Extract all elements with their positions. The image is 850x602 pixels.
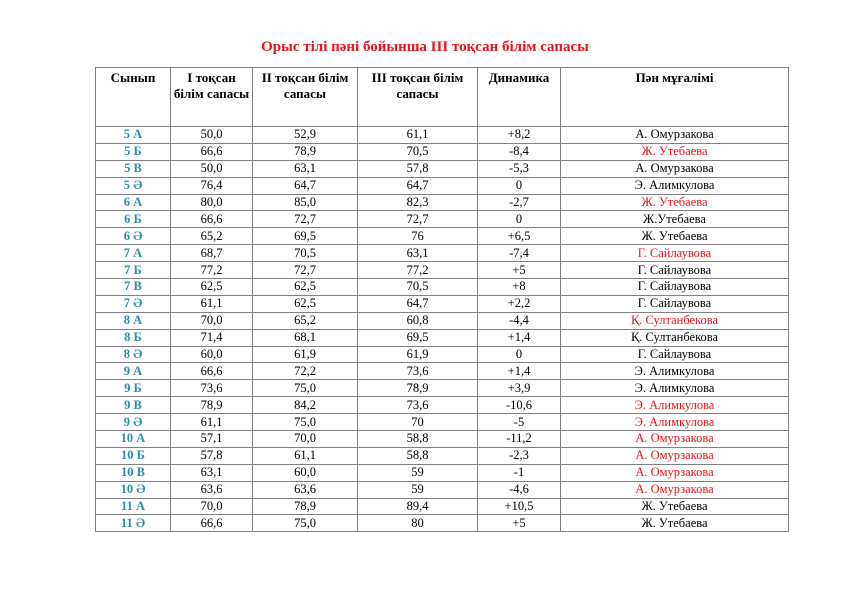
cell-teacher: Г. Сайлаувова [561, 245, 789, 262]
cell-class: 6 А [96, 194, 171, 211]
cell-q2: 75,0 [253, 414, 358, 431]
cell-q3: 63,1 [358, 245, 478, 262]
cell-q3: 60,8 [358, 312, 478, 329]
cell-q2: 60,0 [253, 464, 358, 481]
cell-q2: 62,5 [253, 279, 358, 296]
cell-class: 9 А [96, 363, 171, 380]
cell-q2: 84,2 [253, 397, 358, 414]
quality-table [95, 67, 789, 532]
table-row [96, 329, 789, 346]
cell-dynamics: +6,5 [478, 228, 561, 245]
table-row [96, 245, 789, 262]
cell-q2: 72,7 [253, 262, 358, 279]
cell-dynamics: -5,3 [478, 160, 561, 177]
cell-q2: 85,0 [253, 194, 358, 211]
cell-q3: 77,2 [358, 262, 478, 279]
cell-q3: 73,6 [358, 363, 478, 380]
cell-q3: 64,7 [358, 295, 478, 312]
cell-q1: 50,0 [171, 127, 253, 144]
header-teacher: Пән мұғалімі [561, 68, 789, 127]
cell-teacher: Э. Алимкулова [561, 380, 789, 397]
cell-q3: 70,5 [358, 143, 478, 160]
cell-q2: 75,0 [253, 515, 358, 532]
cell-class: 5 Б [96, 143, 171, 160]
cell-q2: 52,9 [253, 127, 358, 144]
cell-dynamics: 0 [478, 346, 561, 363]
cell-teacher: А. Омурзакова [561, 160, 789, 177]
cell-teacher: Қ. Султанбекова [561, 312, 789, 329]
cell-q2: 78,9 [253, 498, 358, 515]
cell-q1: 66,6 [171, 363, 253, 380]
cell-q2: 62,5 [253, 295, 358, 312]
table-row [96, 177, 789, 194]
cell-q3: 59 [358, 464, 478, 481]
cell-class: 7 Ә [96, 295, 171, 312]
table-row [96, 143, 789, 160]
cell-q2: 72,7 [253, 211, 358, 228]
cell-class: 7 А [96, 245, 171, 262]
table-row [96, 481, 789, 498]
cell-class: 6 Ә [96, 228, 171, 245]
cell-teacher: Г. Сайлаувова [561, 346, 789, 363]
table-row [96, 127, 789, 144]
cell-q1: 71,4 [171, 329, 253, 346]
table-row [96, 515, 789, 532]
cell-class: 11 А [96, 498, 171, 515]
cell-q3: 61,1 [358, 127, 478, 144]
cell-q3: 78,9 [358, 380, 478, 397]
cell-dynamics: -10,6 [478, 397, 561, 414]
cell-q2: 65,2 [253, 312, 358, 329]
cell-q1: 80,0 [171, 194, 253, 211]
cell-teacher: А. Омурзакова [561, 481, 789, 498]
cell-q1: 70,0 [171, 312, 253, 329]
cell-dynamics: 0 [478, 211, 561, 228]
cell-dynamics: -4,4 [478, 312, 561, 329]
cell-q2: 75,0 [253, 380, 358, 397]
cell-q1: 77,2 [171, 262, 253, 279]
cell-dynamics: -5 [478, 414, 561, 431]
header-q3: III тоқсан білім сапасы [358, 68, 478, 127]
cell-q2: 63,6 [253, 481, 358, 498]
cell-q1: 68,7 [171, 245, 253, 262]
cell-class: 9 В [96, 397, 171, 414]
cell-dynamics: -11,2 [478, 431, 561, 448]
cell-class: 8 Б [96, 329, 171, 346]
cell-dynamics: +5 [478, 515, 561, 532]
cell-q1: 62,5 [171, 279, 253, 296]
cell-q1: 61,1 [171, 295, 253, 312]
cell-teacher: А. Омурзакова [561, 464, 789, 481]
table-row [96, 363, 789, 380]
cell-q3: 57,8 [358, 160, 478, 177]
cell-q1: 70,0 [171, 498, 253, 515]
table-row [96, 380, 789, 397]
cell-q1: 73,6 [171, 380, 253, 397]
cell-teacher: Ж. Утебаева [561, 194, 789, 211]
cell-class: 10 Ә [96, 481, 171, 498]
cell-class: 8 Ә [96, 346, 171, 363]
table-row [96, 279, 789, 296]
cell-teacher: Ж. Утебаева [561, 143, 789, 160]
cell-q2: 70,5 [253, 245, 358, 262]
table-body [96, 127, 789, 532]
cell-class: 9 Ә [96, 414, 171, 431]
table-row [96, 431, 789, 448]
cell-q1: 65,2 [171, 228, 253, 245]
cell-q3: 82,3 [358, 194, 478, 211]
header-q1: I тоқсан білім сапасы [171, 68, 253, 127]
cell-q3: 73,6 [358, 397, 478, 414]
cell-dynamics: -8,4 [478, 143, 561, 160]
cell-dynamics: 0 [478, 177, 561, 194]
cell-dynamics: +3,9 [478, 380, 561, 397]
table-row [96, 464, 789, 481]
table-row [96, 262, 789, 279]
cell-dynamics: +8 [478, 279, 561, 296]
cell-dynamics: +2,2 [478, 295, 561, 312]
cell-dynamics: +10,5 [478, 498, 561, 515]
cell-q2: 64,7 [253, 177, 358, 194]
cell-q2: 69,5 [253, 228, 358, 245]
table-row [96, 414, 789, 431]
cell-dynamics: +1,4 [478, 329, 561, 346]
cell-teacher: Г. Сайлаувова [561, 295, 789, 312]
cell-teacher: Ж. Утебаева [561, 515, 789, 532]
cell-dynamics: -4,6 [478, 481, 561, 498]
cell-class: 9 Б [96, 380, 171, 397]
cell-q1: 50,0 [171, 160, 253, 177]
cell-class: 10 В [96, 464, 171, 481]
cell-q3: 59 [358, 481, 478, 498]
cell-teacher: Ж. Утебаева [561, 228, 789, 245]
table-row [96, 228, 789, 245]
cell-class: 5 А [96, 127, 171, 144]
cell-q3: 80 [358, 515, 478, 532]
cell-q3: 89,4 [358, 498, 478, 515]
cell-q3: 61,9 [358, 346, 478, 363]
cell-class: 10 Б [96, 447, 171, 464]
cell-q1: 57,8 [171, 447, 253, 464]
cell-class: 7 Б [96, 262, 171, 279]
cell-q3: 70 [358, 414, 478, 431]
cell-teacher: Г. Сайлаувова [561, 262, 789, 279]
cell-class: 11 Ә [96, 515, 171, 532]
cell-q1: 63,1 [171, 464, 253, 481]
header-class: Сынып [96, 68, 171, 127]
cell-q3: 69,5 [358, 329, 478, 346]
table-row [96, 295, 789, 312]
cell-dynamics: -2,3 [478, 447, 561, 464]
header-q2: II тоқсан білім сапасы [253, 68, 358, 127]
cell-q1: 60,0 [171, 346, 253, 363]
cell-q1: 78,9 [171, 397, 253, 414]
cell-teacher: А. Омурзакова [561, 127, 789, 144]
table-row [96, 498, 789, 515]
cell-dynamics: -7,4 [478, 245, 561, 262]
table-row [96, 160, 789, 177]
cell-q3: 64,7 [358, 177, 478, 194]
cell-teacher: Ж.Утебаева [561, 211, 789, 228]
cell-class: 6 Б [96, 211, 171, 228]
cell-class: 5 В [96, 160, 171, 177]
cell-dynamics: -2,7 [478, 194, 561, 211]
cell-q2: 68,1 [253, 329, 358, 346]
cell-q3: 72,7 [358, 211, 478, 228]
cell-q2: 78,9 [253, 143, 358, 160]
cell-class: 8 А [96, 312, 171, 329]
cell-teacher: Г. Сайлаувова [561, 279, 789, 296]
cell-q1: 66,6 [171, 143, 253, 160]
table-row [96, 397, 789, 414]
cell-class: 10 А [96, 431, 171, 448]
cell-q1: 66,6 [171, 211, 253, 228]
cell-q3: 70,5 [358, 279, 478, 296]
table-row [96, 447, 789, 464]
cell-q2: 61,1 [253, 447, 358, 464]
cell-q3: 58,8 [358, 447, 478, 464]
cell-dynamics: +5 [478, 262, 561, 279]
table-row [96, 211, 789, 228]
cell-q1: 57,1 [171, 431, 253, 448]
table-header-row [96, 68, 789, 127]
cell-q3: 58,8 [358, 431, 478, 448]
cell-dynamics: +8,2 [478, 127, 561, 144]
table-row [96, 312, 789, 329]
cell-q3: 76 [358, 228, 478, 245]
cell-teacher: А. Омурзакова [561, 447, 789, 464]
cell-teacher: Э. Алимкулова [561, 414, 789, 431]
cell-teacher: Қ. Султанбекова [561, 329, 789, 346]
cell-q2: 61,9 [253, 346, 358, 363]
header-dynamics: Динамика [478, 68, 561, 127]
cell-q1: 66,6 [171, 515, 253, 532]
cell-teacher: Э. Алимкулова [561, 397, 789, 414]
cell-teacher: А. Омурзакова [561, 431, 789, 448]
cell-class: 5 Ә [96, 177, 171, 194]
cell-teacher: Э. Алимкулова [561, 363, 789, 380]
cell-q2: 72,2 [253, 363, 358, 380]
cell-class: 7 В [96, 279, 171, 296]
cell-q1: 63,6 [171, 481, 253, 498]
table-row [96, 346, 789, 363]
cell-dynamics: -1 [478, 464, 561, 481]
cell-dynamics: +1,4 [478, 363, 561, 380]
table-row [96, 194, 789, 211]
cell-teacher: Э. Алимкулова [561, 177, 789, 194]
cell-q2: 63,1 [253, 160, 358, 177]
cell-q1: 76,4 [171, 177, 253, 194]
cell-q2: 70,0 [253, 431, 358, 448]
cell-q1: 61,1 [171, 414, 253, 431]
cell-teacher: Ж. Утебаева [561, 498, 789, 515]
document-title: Орыс тілі пәні бойынша III тоқсан білім сапасы [261, 39, 589, 55]
